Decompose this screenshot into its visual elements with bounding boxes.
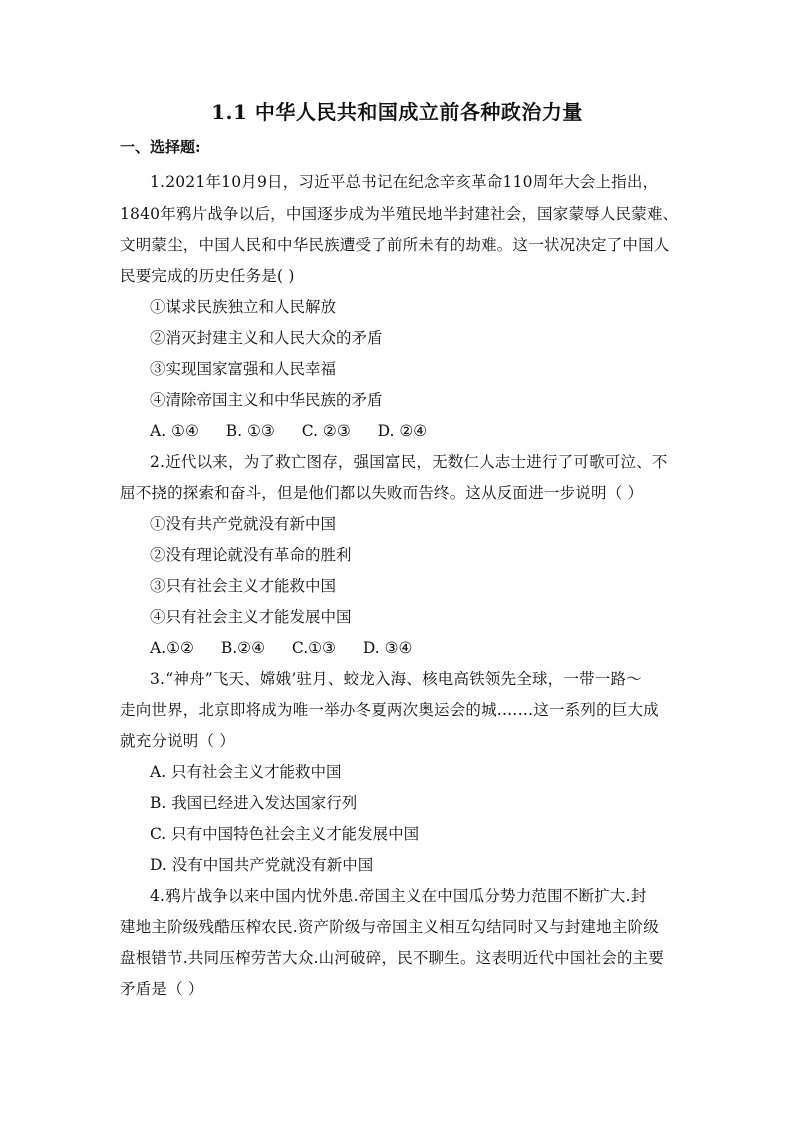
q3-line-3: 就充分说明（ ） [120,732,236,750]
q1-line-1: 1.2021年10月9日，习近平总书记在纪念辛亥革命110周年大会上指出， [150,173,659,191]
q1-item-2: ②消灭封建主义和人民大众的矛盾 [150,329,383,347]
q1-item-4: ④清除帝国主义和中华民族的矛盾 [150,391,383,409]
q2-item-1: ①没有共产党就没有新中国 [150,515,337,533]
q2-choice-d[interactable]: D. ③④ [362,639,413,657]
q2-line-2: 屈不挠的探索和奋斗，但是他们都以失败而告终。这从反面进一步说明（ ） [120,484,644,502]
q3-line-1: 3.“神舟”飞天、嫦娥’驻月、蛟龙入海、核电高铁领先全球，一带一路～ [150,670,642,688]
q1-item-3: ③实现国家富强和人民幸福 [150,360,337,378]
q2-choice-c[interactable]: C.①③ [291,639,336,657]
q1-choice-a[interactable]: A. ①④ [150,422,199,440]
q2-item-3: ③只有社会主义才能救中国 [150,577,337,595]
q1-choice-b[interactable]: B. ①③ [225,422,275,440]
q2-line-1: 2.近代以来，为了救亡图存，强国富民，无数仁人志士进行了可歌可泣、不 [150,453,668,471]
q2-choices [150,638,434,658]
q4-line-3: 盘根错节.共同压榨劳苦大众.山河破碎，民不聊生。这表明近代中国社会的主要 [120,949,665,967]
q2-item-4: ④只有社会主义才能发展中国 [150,608,352,626]
q4-line-1: 4.鸦片战争以来中国内忧外患.帝国主义在中国瓜分势力范围不断扩大.封 [150,887,647,905]
q1-choices [150,421,449,441]
page-title: 1.1 中华人民共和国成立前各种政治力量 [211,100,583,124]
q1-choice-d[interactable]: D. ②④ [377,422,428,440]
q1-line-4: 民要完成的历史任务是( ) [120,267,295,285]
q2-choice-a[interactable]: A.①② [150,639,194,657]
q2-item-2: ②没有理论就没有革命的胜利 [150,546,352,564]
q1-item-1: ①谋求民族独立和人民解放 [150,298,337,316]
q4-line-4: 矛盾是（ ） [120,980,204,998]
q3-choice-c[interactable]: C. 只有中国特色社会主义才能发展中国 [150,825,420,843]
q3-choice-a[interactable]: A. 只有社会主义才能救中国 [150,763,342,781]
q1-line-3: 文明蒙尘，中国人民和中华民族遭受了前所未有的劫难。这一状况决定了中国人 [120,236,670,254]
q3-line-2: 走向世界，北京即将成为唯一举办冬夏两次奥运会的城.……这一系列的巨大成 [120,701,659,719]
section-heading: 一、选择题: [120,138,201,156]
q2-choice-b[interactable]: B.②④ [220,639,265,657]
q4-line-2: 建地主阶级残酷压榨农民.资产阶级与帝国主义相互勾结同时又与封建地主阶级 [120,918,659,936]
q1-choice-c[interactable]: C. ②③ [301,422,351,440]
q3-choice-b[interactable]: B. 我国已经进入发达国家行列 [150,794,358,812]
q1-line-2: 1840年鸦片战争以后，中国逐步成为半殖民地半封建社会，国家蒙辱人民蒙难、 [120,205,679,223]
q3-choice-d[interactable]: D. 没有中国共产党就没有新中国 [150,856,374,874]
